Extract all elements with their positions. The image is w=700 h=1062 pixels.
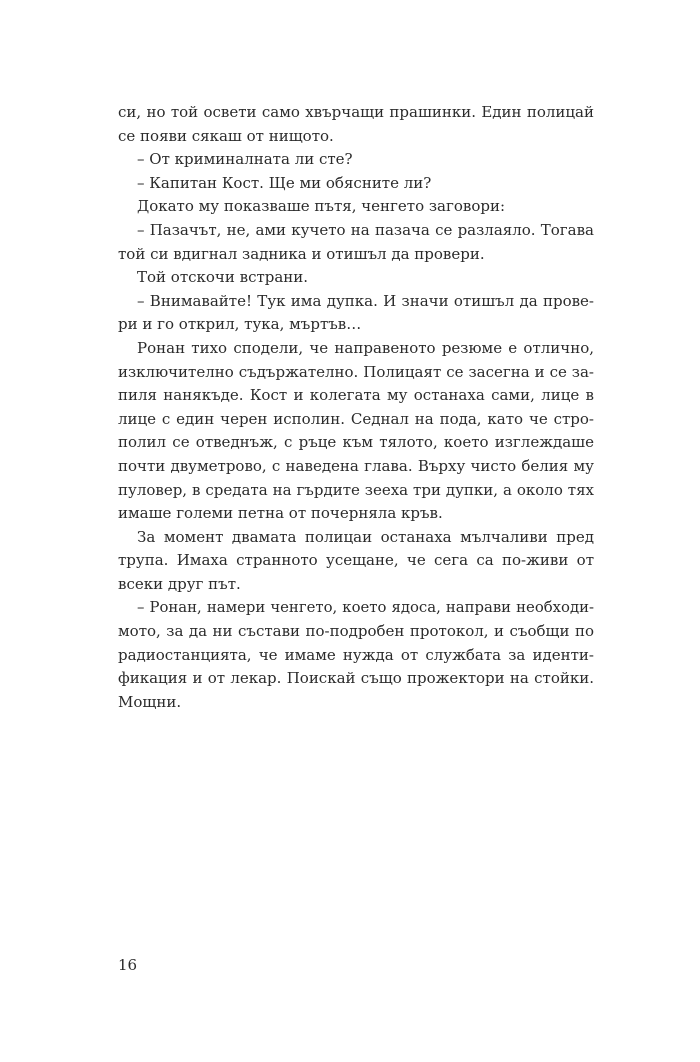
text-line: – Пазачът, не, ами кучето на пазача се разлаяло. Тогава [137, 220, 594, 239]
text-line: Мощни. [118, 692, 182, 711]
text-line: Той отскочи встрани. [137, 268, 309, 287]
text-line: лице с един черен исполин. Седнал на пода, като че стро- [118, 409, 594, 428]
text-line: всеки друг път. [118, 574, 241, 593]
page-number: 16 [118, 956, 138, 974]
text-line: – Ронан, намери ченгето, което ядоса, направи необходи- [137, 599, 594, 617]
text-line: Докато му показваше пътя, ченгето заговори: [137, 197, 506, 216]
text-line: изключително съдържателно. Полицаят се засегна и се за- [118, 362, 594, 381]
text-line: фикация и от лекар. Поискай също прожектори на стойки. [118, 669, 594, 688]
text-line: радиостанцията, че имаме нужда от службата за иденти- [118, 645, 594, 664]
text-line: полил се отведнъж, с ръце към тялото, което изглеждаше [118, 433, 594, 452]
text-line: пуловер, в средата на гърдите зееха три дупки, а около тях [118, 480, 594, 499]
text-line: пиля нанякъде. Кост и колегата му останаха сами, лице в [118, 386, 594, 405]
text-line: мото, за да ни състави по-подробен протокол, и съобщи по [118, 622, 594, 641]
text-line: – От криминалната ли сте? [137, 150, 353, 169]
text-line: имаше големи петна от почерняла кръв. [118, 504, 443, 523]
text-line: той си вдигнал задника и отишъл да провери. [118, 244, 485, 263]
body-text [118, 101, 594, 714]
text-line: Ронан тихо сподели, че направеното резюме е отлично, [137, 338, 594, 357]
text-line: трупа. Имаха странното усещане, че сега са по-живи от [118, 551, 594, 570]
text-line: ри и го открил, тука, мъртъв… [118, 315, 362, 334]
text-line: – Капитан Кост. Ще ми обясните ли? [137, 173, 432, 192]
text-line: се появи сякаш от нищото. [118, 126, 334, 145]
text-line: си, но той освети само хвърчащи прашинки. Един полицай [118, 103, 594, 121]
text-line: За момент двамата полицаи останаха мълчаливи пред [137, 527, 594, 546]
text-line: – Внимавайте! Тук има дупка. И значи отишъл да прове- [137, 291, 594, 310]
text-line: почти двуметрово, с наведена глава. Върху чисто белия му [118, 456, 594, 475]
